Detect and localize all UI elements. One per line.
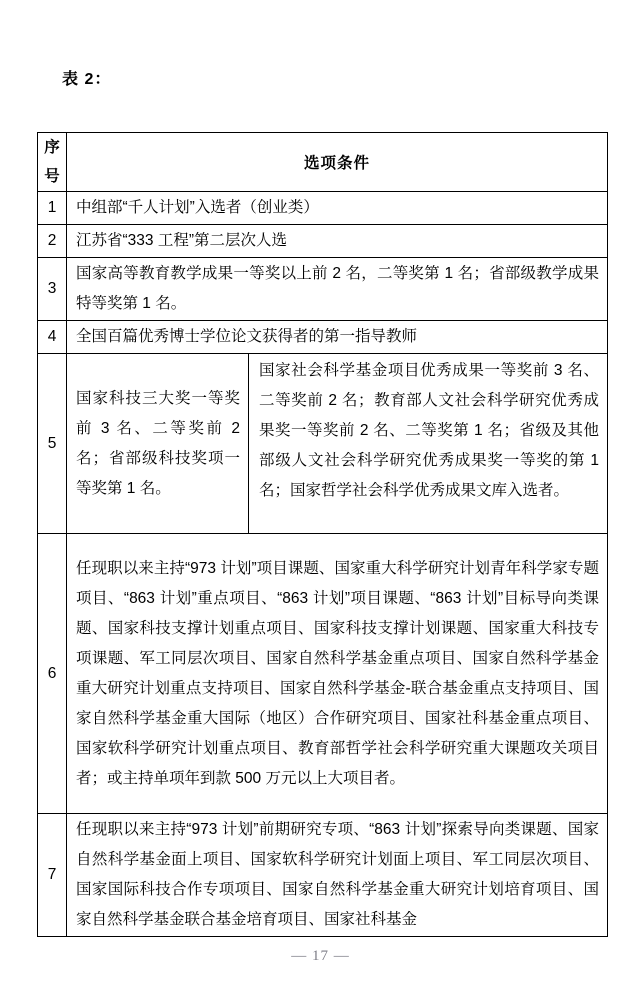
- table-row: [38, 258, 608, 321]
- row-number: 2: [38, 225, 67, 258]
- split-left-text: 国家科技三大奖一等奖前 3 名、二等奖前 2 名；省部级科技奖项一等奖第 1 名。: [76, 389, 240, 497]
- row-number: 3: [38, 258, 67, 321]
- table-row: [38, 192, 608, 225]
- row-number: 4: [38, 321, 67, 354]
- criteria-table: [37, 132, 608, 937]
- header-seq-number: 序号: [38, 133, 67, 192]
- table-row-split: [38, 354, 608, 534]
- row-condition-text: 全国百篇优秀博士学位论文获得者的第一指导教师: [67, 321, 608, 354]
- row-condition-text: 江苏省“333 工程”第二层次人选: [67, 225, 608, 258]
- row-condition-text-science: [67, 354, 249, 533]
- table-row: [38, 321, 608, 354]
- row-condition-split-cell: [67, 354, 608, 534]
- row-number: 6: [38, 534, 67, 814]
- split-columns: [67, 354, 607, 533]
- header-condition: 选项条件: [67, 133, 608, 192]
- page-number: — 17 —: [291, 948, 350, 964]
- row-condition-text: 中组部“千人计划”入选者（创业类）: [67, 192, 608, 225]
- table-row: [38, 814, 608, 937]
- table-row: [38, 534, 608, 814]
- row-condition-text-social-science: 国家社会科学基金项目优秀成果一等奖前 3 名、二等奖前 2 名；教育部人文社会科学研究优秀成果奖一等奖前 2 名、二等奖第 1 名；省级及其他部级人文社会科学研究优秀成果奖一等奖的第 1 名；国家哲学社会科学优秀成果文库入选者。: [259, 362, 599, 499]
- row-condition-text: 国家高等教育教学成果一等奖以上前 2 名，二等奖第 1 名；省部级教学成果特等奖第 1 名。: [67, 258, 608, 321]
- table-row: [38, 225, 608, 258]
- table-header-row: [38, 133, 608, 192]
- table-caption: 表 2：: [62, 71, 112, 88]
- row-number: 5: [38, 354, 67, 534]
- row-number: 1: [38, 192, 67, 225]
- row-condition-text: 任现职以来主持“973 计划”前期研究专项、“863 计划”探索导向类课题、国家自然科学基金面上项目、国家软科学研究计划面上项目、军工同层次项目、国家国际科技合作专项项目、国家自然科学基金重大研究计划培育项目、国家自然科学基金联合基金培育项目、国家社科基金: [67, 814, 608, 937]
- row-number: 7: [38, 814, 67, 937]
- row-condition-text: 任现职以来主持“973 计划”项目课题、国家重大科学研究计划青年科学家专题项目、“863 计划”重点项目、“863 计划”项目课题、“863 计划”目标导向类课题、国家科技支撑计划重点项目、国家科技支撑计划课题、国家重大科技专项课题、军工同层次项目、国家自然科学基金重点项目、国家自然科学基金重大研究计划重点支持项目、国家自然科学基金-联合基金重点支持项目、国家自然科学基金重大国际（地区）合作研究项目、国家社科基金重点项目、国家软科学研究计划重点项目、教育部哲学社会科学研究重大课题攻关项目者；或主持单项年到款 500 万元以上大项目者。: [67, 534, 608, 814]
